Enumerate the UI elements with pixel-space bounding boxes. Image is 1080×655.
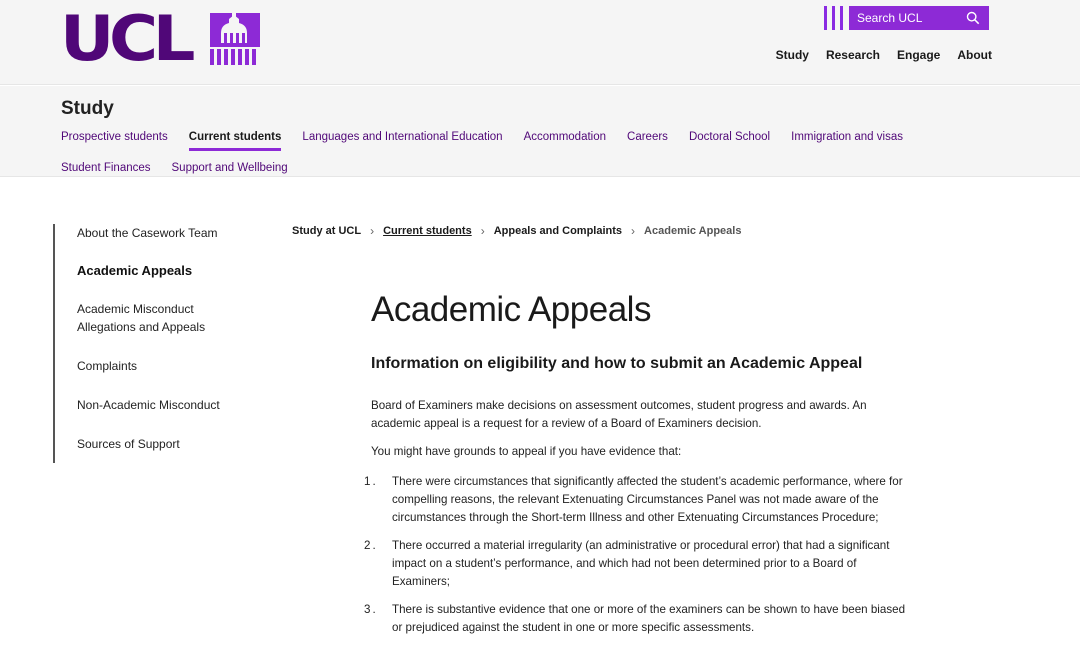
sidebar-item-complaints[interactable]: Complaints (77, 359, 138, 373)
chevron-right-icon: › (370, 224, 375, 238)
page-subtitle: Information on eligibility and how to submit an Academic Appeal (371, 355, 863, 372)
list-text: There is substantive evidence that one or more of the examiners can be shown to have been biased or prejudiced against the student in one or more specific assessments. (392, 603, 906, 634)
intro-paragraph: Board of Examiners make decisions on assessment outcomes, student progress and awards. An academic appeal is a request for a review of a Board of Examiners decision. (371, 399, 867, 430)
section-link-immigration[interactable]: Immigration and visas (791, 131, 903, 143)
breadcrumb-study[interactable]: Study at UCL (292, 225, 362, 237)
nav-engage[interactable]: Engage (897, 48, 941, 62)
decor-bar (832, 6, 835, 30)
breadcrumb-appeals[interactable]: Appeals and Complaints (493, 225, 623, 237)
section-link-doctoral[interactable]: Doctoral School (688, 131, 771, 143)
list-item (364, 601, 911, 637)
sidebar (53, 224, 293, 463)
section-title: Study (61, 98, 114, 119)
logo-wordmark: UCL (60, 2, 190, 75)
sidebar-item-casework[interactable]: About the Casework Team (77, 226, 218, 240)
section-link-careers[interactable]: Careers (627, 131, 668, 143)
search-label: Search UCL (857, 11, 923, 25)
main-content (364, 397, 911, 647)
list-item (364, 537, 911, 591)
section-link-finances[interactable]: Student Finances (61, 162, 151, 174)
section-link-languages[interactable]: Languages and International Education (302, 131, 503, 143)
nav-research[interactable]: Research (825, 48, 880, 62)
list-number: 2. (364, 539, 378, 552)
section-links (61, 128, 961, 179)
section-link-current[interactable]: Current students (189, 128, 282, 151)
search-icon[interactable] (966, 11, 980, 25)
list-number: 1. (364, 475, 378, 488)
site-header (0, 0, 1080, 85)
page-title: Academic Appeals (371, 290, 651, 329)
portico-icon (207, 11, 262, 66)
search-input[interactable] (849, 6, 989, 30)
breadcrumb (292, 224, 741, 238)
grounds-list (364, 473, 911, 637)
ucl-logo[interactable] (60, 2, 265, 75)
sidebar-item-non-academic[interactable]: Non-Academic Misconduct (77, 398, 220, 412)
grounds-paragraph: You might have grounds to appeal if you have evidence that: (371, 445, 682, 458)
list-text: There occurred a material irregularity (an administrative or procedural error) that had a significant impact on a student’s performance, and which had not been determined prior to a Board of Examiners; (392, 539, 890, 588)
chevron-right-icon: › (631, 224, 636, 238)
sidebar-item-misconduct[interactable]: Academic Misconduct Allegations and Appeals (77, 302, 206, 334)
decor-bar (824, 6, 827, 30)
list-number: 3. (364, 603, 378, 616)
main-nav (776, 48, 992, 62)
list-item (364, 473, 911, 527)
nav-study[interactable]: Study (775, 48, 809, 62)
search-decor (824, 6, 843, 30)
search-area (824, 6, 989, 30)
section-link-prospective[interactable]: Prospective students (61, 131, 168, 143)
breadcrumb-here: Academic Appeals (644, 225, 742, 237)
section-link-wellbeing[interactable]: Support and Wellbeing (171, 162, 288, 174)
section-nav (0, 86, 1080, 177)
sidebar-item-support[interactable]: Sources of Support (77, 437, 180, 451)
breadcrumb-current-students[interactable]: Current students (383, 225, 472, 237)
list-text: There were circumstances that significantly affected the student’s academic performance, where for compelling reasons, the relevant Extenuating Circumstances Panel was not made aware of the circumstances through the Short-term Illness and other Extenuating Circumstances Procedure; (392, 475, 903, 524)
nav-about[interactable]: About (957, 48, 992, 62)
section-link-accommodation[interactable]: Accommodation (523, 131, 607, 143)
decor-bar (840, 6, 843, 30)
sidebar-item-academic-appeals[interactable]: Academic Appeals (77, 263, 193, 278)
chevron-right-icon: › (480, 224, 485, 238)
